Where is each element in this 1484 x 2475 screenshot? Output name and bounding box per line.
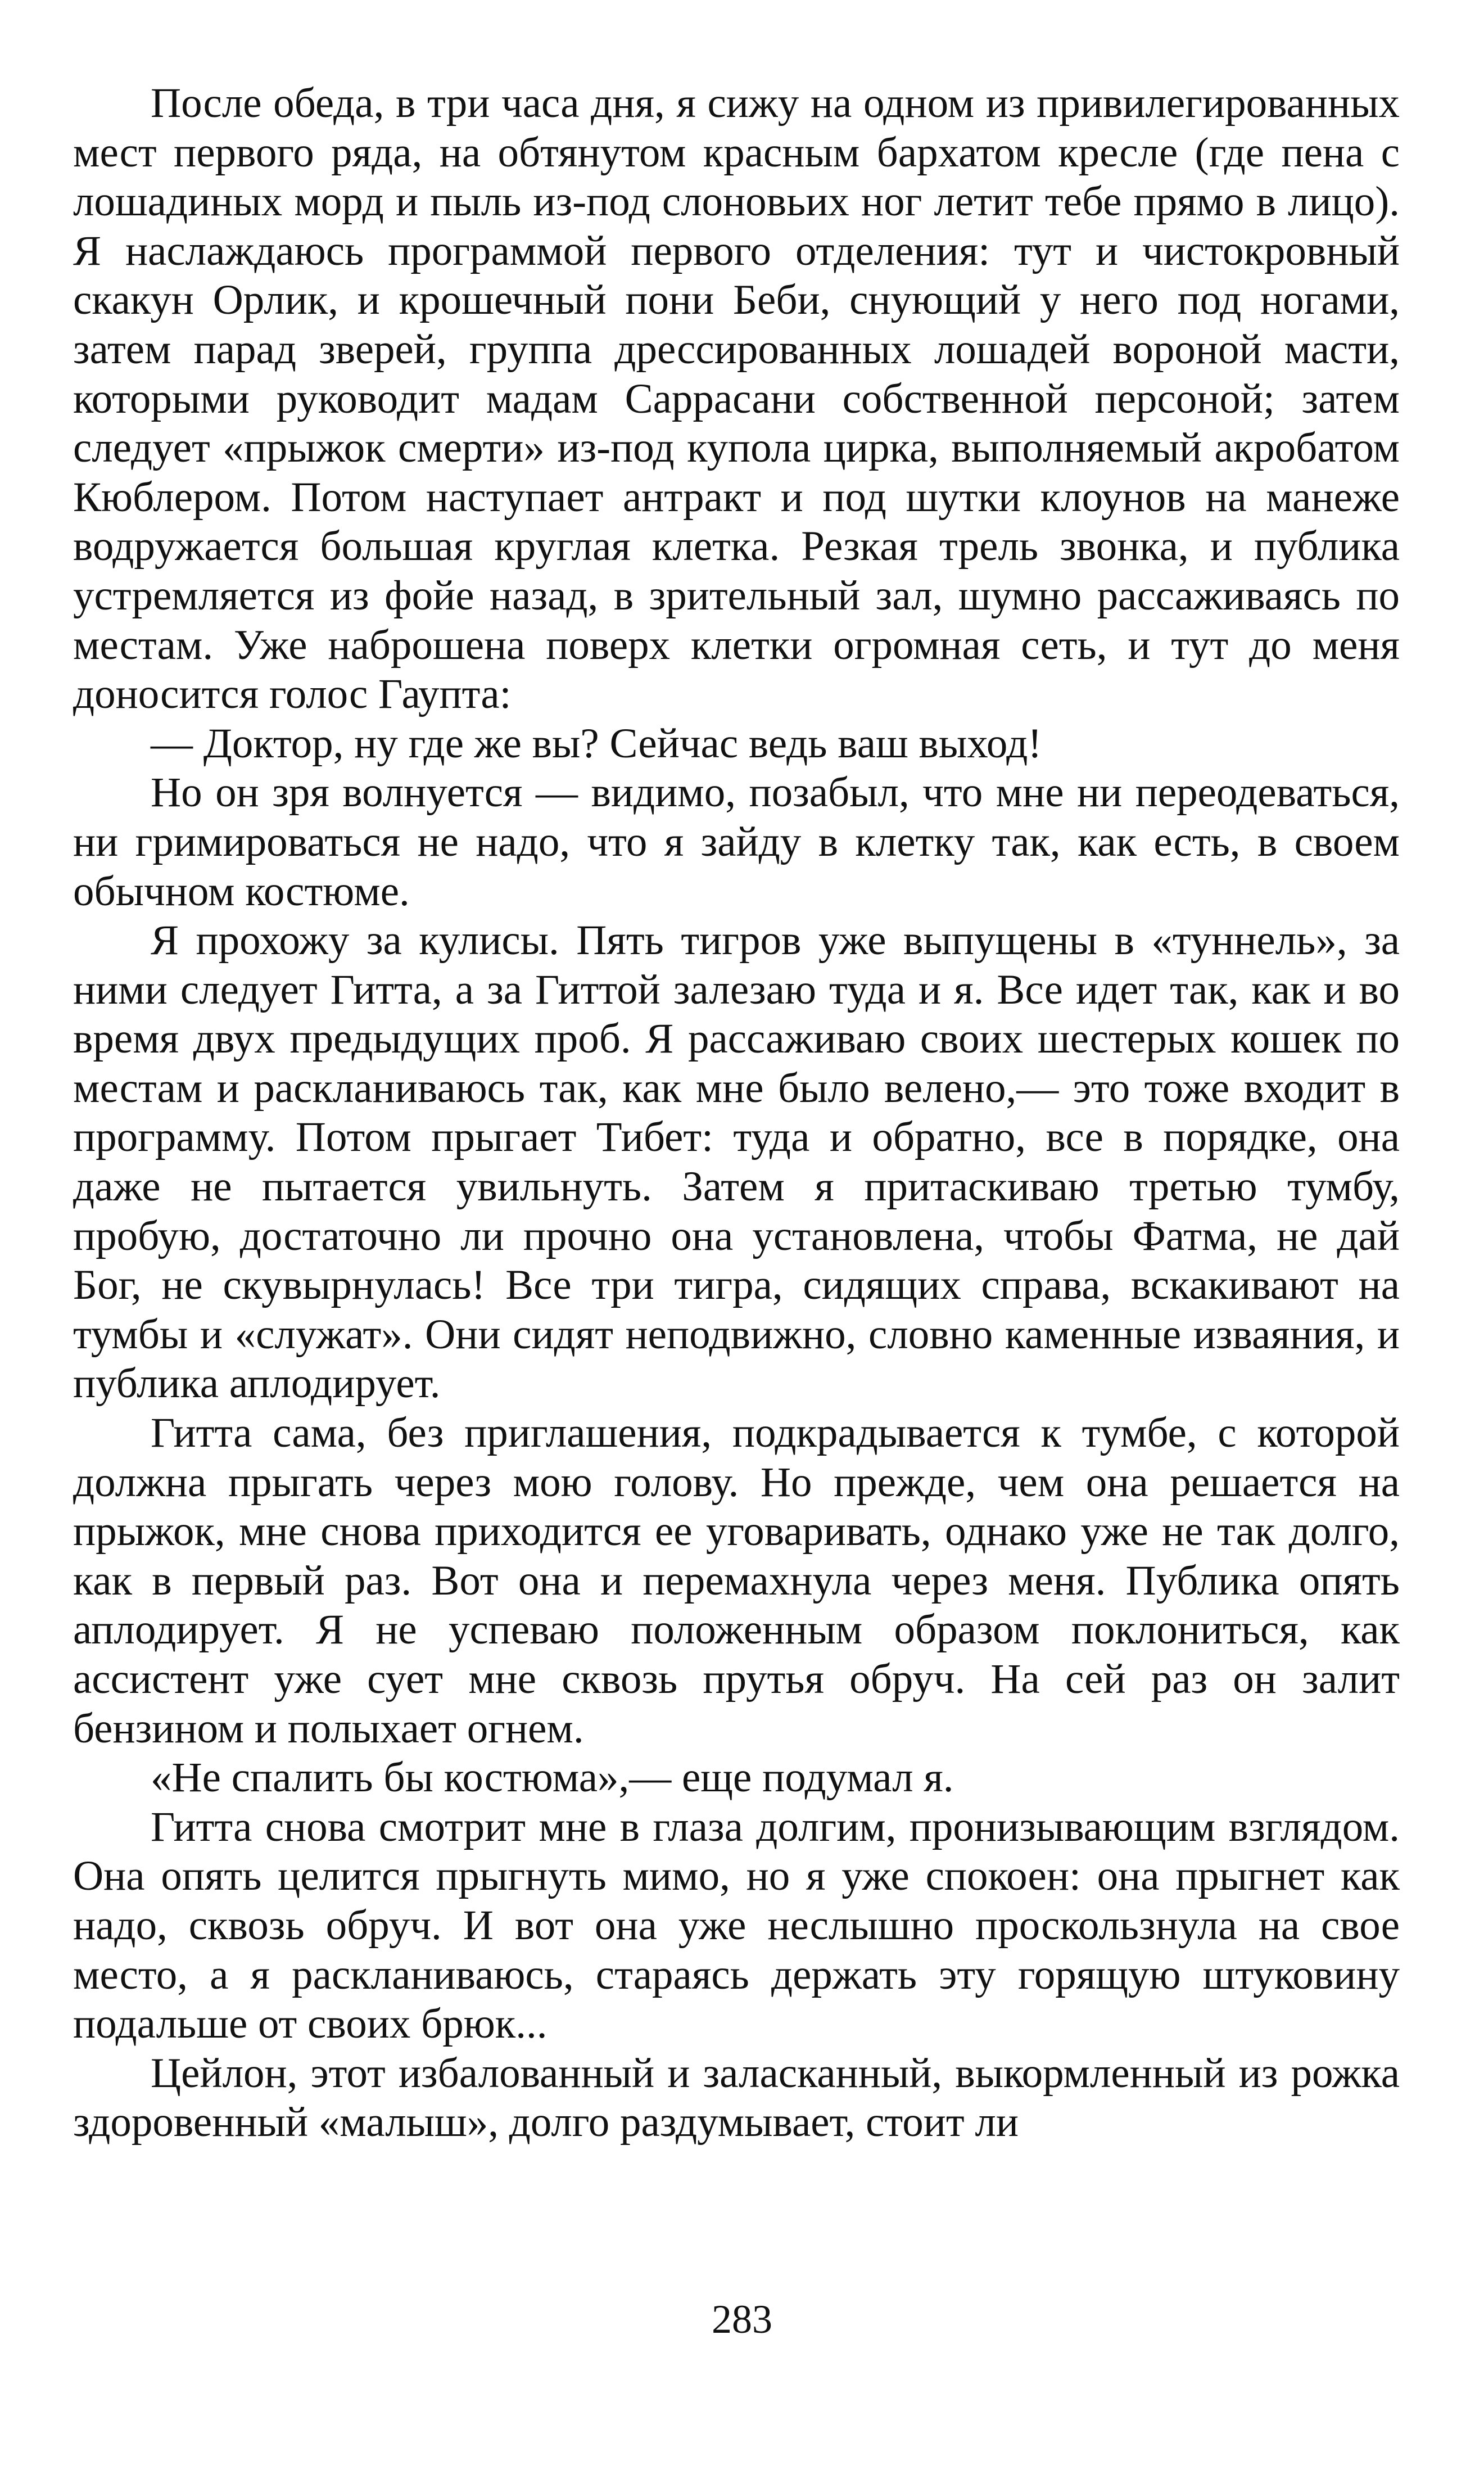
paragraph: После обеда, в три часа дня, я сижу на одном из привилегированных мест первого ряда, на обтянутом красным бархатом кресле (где пена с лошадиных морд и пыль из-под слоновьих ног летит тебе прямо в лицо). Я наслаждаюсь программой первого отделения: тут и чистокровный скакун Орлик, и крошечный пони Беби, снующий у него под ногами, затем парад зверей, группа дрессированных лошадей вороной масти, которыми руководит мадам Саррасани собственной персоной; затем следует «прыжок смерти» из-под купола цирка, выполняемый акробатом Кюблером. Потом наступает антракт и под шутки клоунов на манеже водружается большая круглая клетка. Резкая трель звонка, и публика устремляется из фойе назад, в зрительный зал, шумно рассаживаясь по местам. Уже наброшена поверх клетки огромная сеть, и тут до меня доносится голос Гаупта: — [73, 80, 1400, 718]
paragraph: Гитта сама, без приглашения, подкрадывается к тумбе, с которой должна прыгать через мою голову. Но прежде, чем она решается на прыжок, мне снова приходится ее уговаривать, однако уже не так долго, как в первый раз. Вот она и перемахнула через меня. Публика опять аплодирует. Я не успеваю положенным образом поклониться, как ассистент уже сует мне сквозь прутья обруч. На сей раз он залит бензином и полыхает огнем. — [73, 1410, 1400, 1752]
paragraph: Я прохожу за кулисы. Пять тигров уже выпущены в «туннель», за ними следует Гитта, а за Гиттой залезаю туда и я. Все идет так, как и во время двух предыдущих проб. Я рассаживаю своих шестерых кошек по местам и раскланиваюсь так, как мне было велено,— это тоже входит в программу. Потом прыгает Тибет: туда и обратно, все в порядке, она даже не пытается увильнуть. Затем я притаскиваю третью тумбу, пробую, достаточно ли прочно она установлена, чтобы Фатма, не дай Бог, не скувырнулась! Все три тигра, сидящих справа, вскакивают на тумбы и «служат». Они сидят неподвижно, словно каменные изваяния, и публика аплодирует. — [73, 917, 1400, 1407]
paragraph: Гитта снова смотрит мне в глаза долгим, пронизывающим взглядом. Она опять целится прыгнуть мимо, но я уже спокоен: она прыгнет как надо, сквозь обруч. И вот она уже неслышно проскользнула на свое место, а я раскланиваюсь, стараясь держать эту горящую штуковину подальше от своих брюк... — [73, 1803, 1400, 2048]
paragraph: Но он зря волнуется — видимо, позабыл, что мне ни переодеваться, ни гримироваться не надо, что я зайду в клетку так, как есть, в своем обычном костюме. — [73, 769, 1400, 915]
paragraph: Цейлон, этот избалованный и заласканный, выкормленный из рожка здоровенный «малыш», долго раздумывает, стоит ли — [73, 2049, 1400, 2146]
page-number: 283 — [712, 2297, 772, 2342]
body-text — [73, 79, 1400, 2147]
paragraph: «Не спалить бы костюма»,— еще подумал я. — [151, 1754, 954, 1801]
paragraph: — Доктор, ну где же вы? Сейчас ведь ваш выход! — [151, 720, 1042, 767]
